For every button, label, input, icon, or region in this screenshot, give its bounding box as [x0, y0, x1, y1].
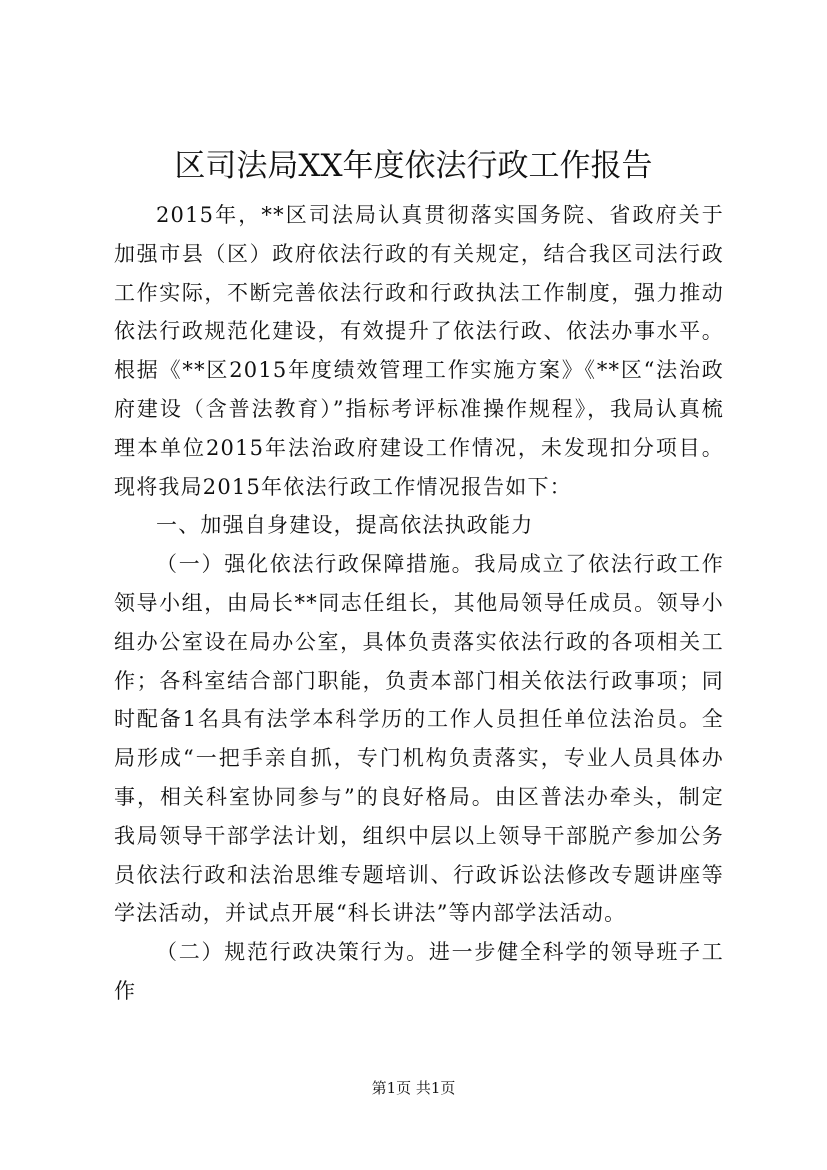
document-title: 区司法局XX年度依法行政工作报告 [174, 148, 653, 184]
page-number-footer: 第1页 共1页 [371, 1079, 456, 1097]
subsection-paragraph-1: （一）强化依法行政保障措施。我局成立了依法行政工作领导小组，由局长**同志任组长，其他局领导任成员。领导小组办公室设在局办公室，具体负责落实依法行政的各项相关工作；各科室结合部门职能，负责本部门相关依法行政事项；同时配备1名具有法学本科学历的工作人员担任单位法治员。全局形成“一把手亲自抓，专门机构负责落实，专业人员具体办事，相关科室协同参与”的良好格局。由区普法办牵头，制定我局领导干部学法计划，组织中层以上领导干部脱产参加公务员依法行政和法治思维专题培训、行政诉讼法修改专题讲座等学法活动，并试点开展“科长讲法”等内部学法活动。 [114, 552, 724, 926]
document-body [114, 196, 724, 1011]
section-heading: 一、加强自身建设，提高依法执政能力 [156, 513, 534, 538]
intro-paragraph: 2015年，**区司法局认真贯彻落实国务院、省政府关于加强市县（区）政府依法行政的有关规定，结合我区司法行政工作实际，不断完善依法行政和行政执法工作制度，强力推动依法行政规范化建设，有效提升了依法行政、依法办事水平。根据《**区2015年度绩效管理工作实施方案》《**区“法治政府建设（含普法教育）”指标考评标准操作规程》，我局认真梳理本单位2015年法治政府建设工作情况，未发现扣分项目。现将我局2015年依法行政工作情况报告如下： [114, 203, 724, 499]
subsection-paragraph-2: （二）规范行政决策行为。进一步健全科学的领导班子工作 [114, 940, 724, 1003]
